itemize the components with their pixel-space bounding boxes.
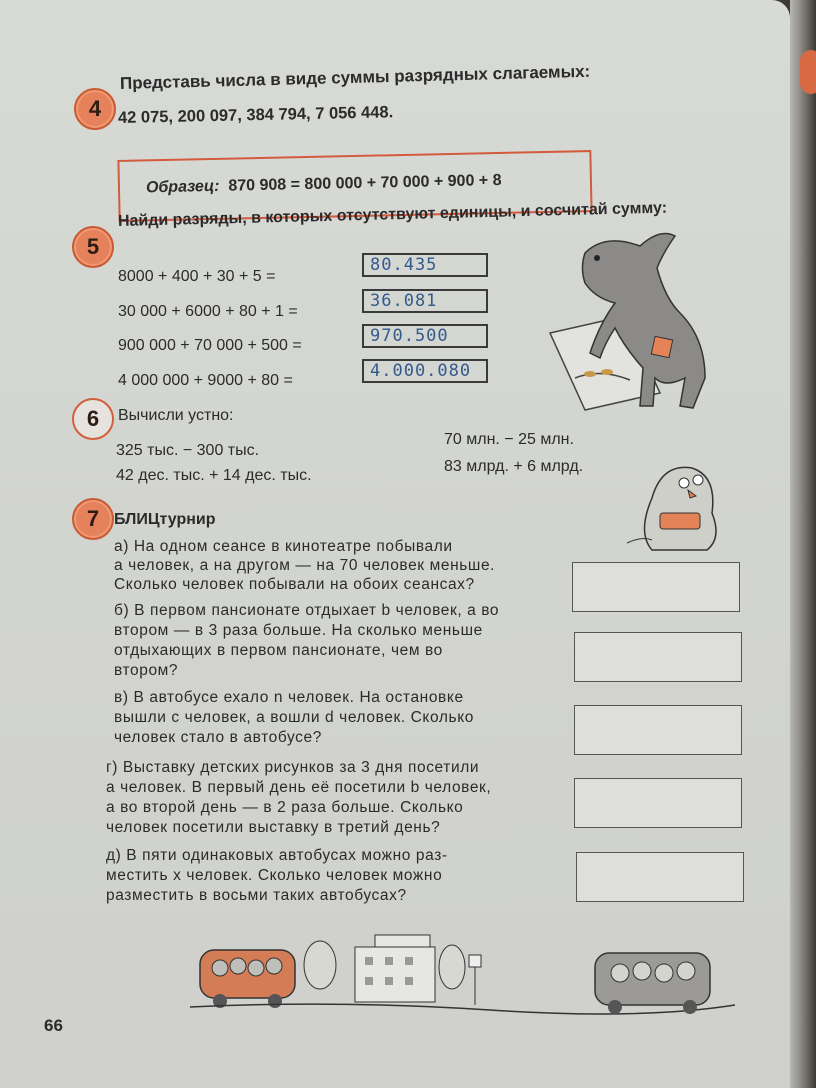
task-6-item-3: 70 млн. − 25 млн. xyxy=(444,431,574,448)
answer-box-d[interactable] xyxy=(574,778,742,828)
task-5-row-2-expr: 30 000 + 6000 + 80 + 1 = xyxy=(118,303,298,320)
task-7c-line-1: в) В автобусе ехало n человек. На остановке xyxy=(114,689,464,706)
task-7b-line-4: втором? xyxy=(114,662,179,679)
task-7c-line-2: вышли c человек, а вошли d человек. Сколько xyxy=(114,709,474,726)
task-6-item-2: 42 дес. тыс. + 14 дес. тыс. xyxy=(116,467,312,484)
task-6-item-4: 83 млрд. + 6 млрд. xyxy=(444,458,584,475)
donkey-illustration xyxy=(545,228,720,413)
task-6-title: Вычисли устно: xyxy=(118,407,234,424)
task-7a-line-2: a человек, а на другом — на 70 человек меньше. xyxy=(114,557,496,574)
task-5-number: 5 xyxy=(72,226,114,268)
task-7d-line-2: a человек. В первый день её посетили b человек, xyxy=(106,779,492,796)
chick-illustration xyxy=(622,458,732,558)
task-7b-line-3: отдыхающих в первом пансионате, чем во xyxy=(114,642,443,659)
answer-box-c[interactable] xyxy=(574,705,742,755)
task-5-row-3-answer[interactable]: 970.500 xyxy=(362,324,488,348)
task-5-row-3-expr: 900 000 + 70 000 + 500 = xyxy=(118,337,302,354)
task-4-numbers: 42 075, 200 097, 384 794, 7 056 448. xyxy=(117,103,394,127)
task-7d-line-3: а во второй день — в 2 раза больше. Сколько xyxy=(106,799,464,816)
task-5-row-2-answer[interactable]: 36.081 xyxy=(362,289,488,313)
task-5-title: Найди разряды, в которых отсутствуют единицы, и сосчитай сумму: xyxy=(117,199,668,230)
task-7e-line-3: разместить в восьми таких автобусах? xyxy=(106,887,407,904)
sample-expression: 870 908 = 800 000 + 70 000 + 900 + 8 xyxy=(228,171,502,195)
page-edge xyxy=(790,0,816,1088)
task-7d-line-4: человек посетили выставку в третий день? xyxy=(106,819,441,836)
task-5-row-4-expr: 4 000 000 + 9000 + 80 = xyxy=(118,372,293,389)
task-7b-line-1: б) В первом пансионате отдыхает b человек, а во xyxy=(114,602,500,619)
task-7a-line-1: а) На одном сеансе в кинотеатре побывали xyxy=(114,538,453,555)
task-7d-line-1: г) Выставку детских рисунков за 3 дня посетили xyxy=(106,759,480,776)
task-5-row-4-answer[interactable]: 4.000.080 xyxy=(362,359,488,383)
task-7a-line-3: Сколько человек побывали на обоих сеансах? xyxy=(114,576,475,593)
page-number: 66 xyxy=(44,1016,63,1035)
task-7c-line-3: человек стало в автобусе? xyxy=(114,729,322,746)
task-4-number: 4 xyxy=(74,88,116,130)
answer-box-b[interactable] xyxy=(574,632,742,682)
task-7-title: БЛИЦтурнир xyxy=(114,511,216,528)
task-4-title: Представь числа в виде суммы разрядных слагаемых: xyxy=(119,61,591,93)
answer-box-e[interactable] xyxy=(576,852,744,902)
next-page-tab xyxy=(800,50,816,94)
task-7-number: 7 xyxy=(72,498,114,540)
task-7b-line-2: втором — в 3 раза больше. На сколько меньше xyxy=(114,622,483,639)
sample-label: Образец: xyxy=(145,177,220,197)
task-7e-line-1: д) В пяти одинаковых автобусах можно раз- xyxy=(106,847,448,864)
task-6-number: 6 xyxy=(72,398,114,440)
answer-box-a[interactable] xyxy=(572,562,740,612)
task-5-row-1-expr: 8000 + 400 + 30 + 5 = xyxy=(118,268,276,285)
task-5-row-1-answer[interactable]: 80.435 xyxy=(362,253,488,277)
street-illustration xyxy=(190,925,735,1020)
task-6-item-1: 325 тыс. − 300 тыс. xyxy=(116,442,260,459)
task-7e-line-2: местить x человек. Сколько человек можно xyxy=(106,867,443,884)
